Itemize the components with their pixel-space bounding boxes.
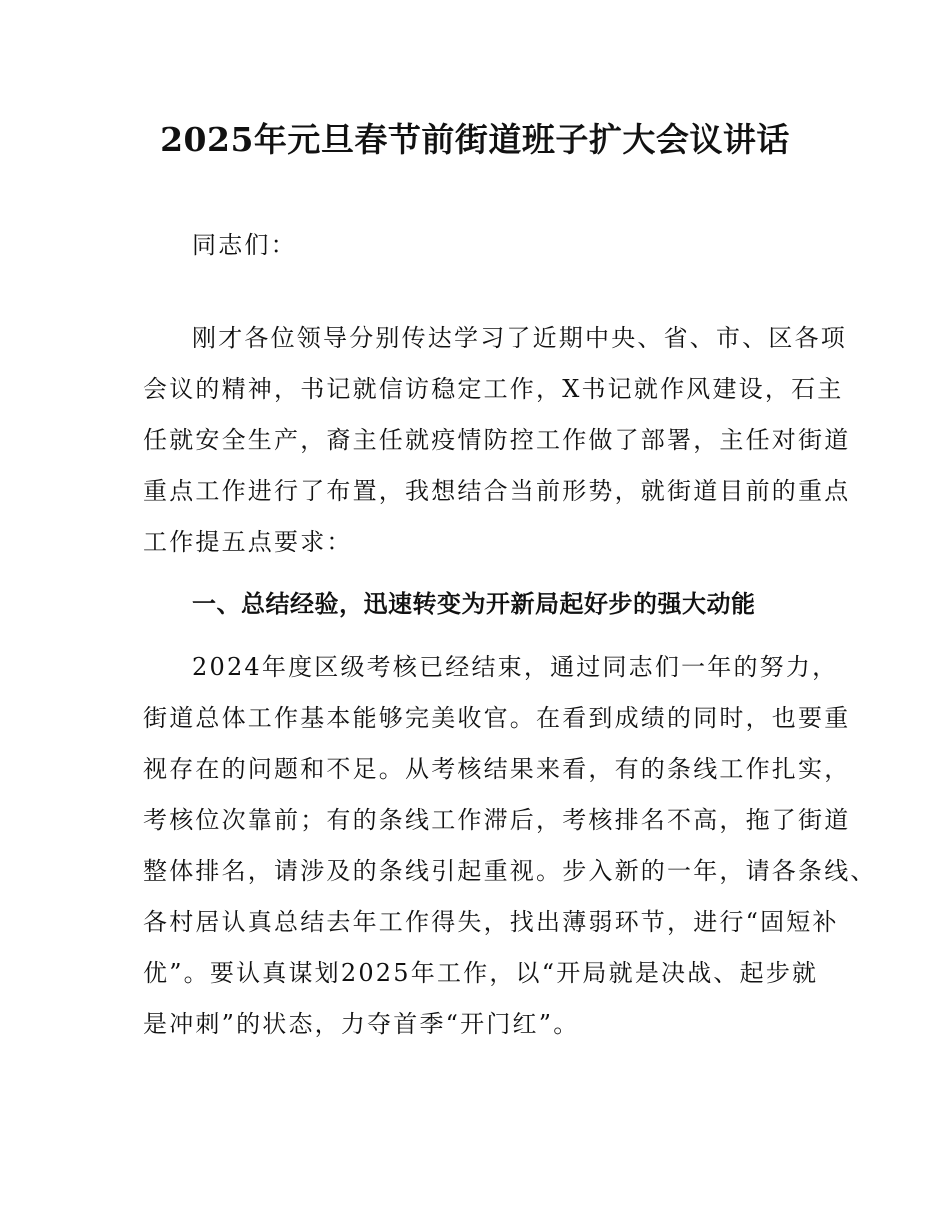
paragraph-2-line-6: 各村居认真总结去年工作得失，找出薄弱环节，进行“固短补 (143, 908, 839, 936)
paragraph-2-line-7: 优”。要认真谋划2025年工作，以“开局就是决战、起步就 (143, 959, 819, 987)
paragraph-2-line-3: 视存在的问题和不足。从考核结果来看，有的条线工作扎实， (143, 755, 851, 783)
paragraph-1-line-5: 工作提五点要求： (143, 528, 353, 556)
paragraph-1-line-4: 重点工作进行了布置，我想结合当前形势，就街道目前的重点 (143, 477, 851, 505)
paragraph-2-line-4: 考核位次靠前；有的条线工作滞后，考核排名不高，拖了街道 (143, 806, 851, 834)
paragraph-2-line-8: 是冲刺”的状态，力夺首季“开门红”。 (143, 1010, 580, 1038)
paragraph-1-line-3: 任就安全生产，裔主任就疫情防控工作做了部署，主任对街道 (143, 426, 851, 454)
paragraph-2-line-2: 街道总体工作基本能够完美收官。在看到成绩的同时，也要重 (143, 704, 851, 732)
document-title: 2025年元旦春节前街道班子扩大会议讲话 (160, 120, 790, 159)
section-1-heading: 一、总结经验，迅速转变为开新局起好步的强大动能 (192, 590, 756, 618)
paragraph-2-line-5: 整体排名，请涉及的条线引起重视。步入新的一年，请各条线、 (143, 857, 877, 885)
salutation: 同志们： (192, 231, 297, 259)
paragraph-2-line-1: 2024年度区级考核已经结束，通过同志们一年的努力， (192, 653, 839, 681)
paragraph-1-line-2: 会议的精神，书记就信访稳定工作，X书记就作风建设，石主 (143, 375, 844, 403)
paragraph-1-line-1: 刚才各位领导分别传达学习了近期中央、省、市、区各项 (192, 324, 847, 352)
